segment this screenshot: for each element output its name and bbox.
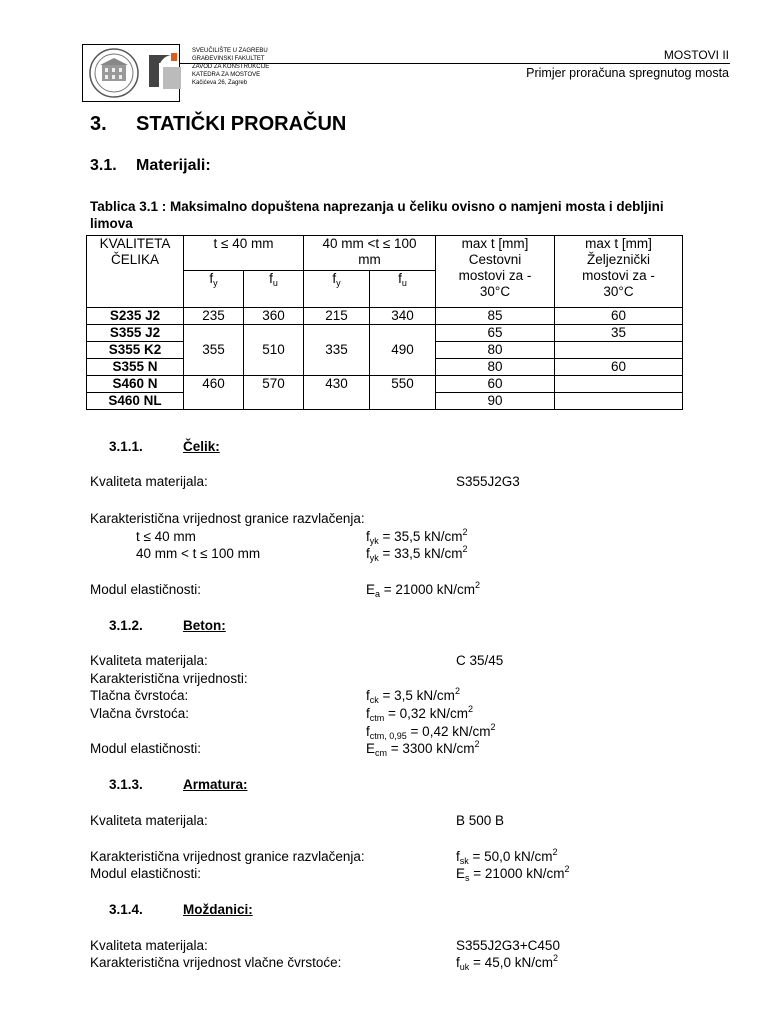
institution-line: ZAVOD ZA KONSTRUKCIJE [192,64,270,70]
value-cell: 360 [244,308,304,325]
header-road-max-t: max t [mm] Cestovni mostovi za - 30°C [436,236,555,308]
steel-case1-label: t ≤ 40 mm [136,529,196,544]
header-rail-max-t: max t [mm] Željeznički mostovi za - 30°C [555,236,683,308]
steel-case1-value: $f_{yk} = 35,5$ $kN/cm^2$ [366,527,468,546]
concrete-tens-value: $f_{ctm} = 0,32$ $kN/cm^2$ [366,704,473,723]
steel-modulus-value: $E_a = 21000$ $kN/cm^2$ [366,580,480,599]
section-heading [90,113,346,136]
concrete-modulus-label: Modul elastičnosti: [90,741,202,756]
grade-cell: S235 J2 [87,308,184,325]
subsection-heading [90,157,211,175]
concrete-tens95-value: $f_{ctm, 0,95} = 0,42$ $kN/cm^2$ [366,722,496,741]
section-number: 3. [90,113,107,135]
header-group2: 40 mm <t ≤ 100 mm [304,236,436,271]
grade-cell: S460 NL [87,393,184,410]
value-cell: 60 [555,308,683,325]
steel-case2-label: 40 mm < t ≤ 100 mm [136,546,261,561]
value-cell: 85 [436,308,555,325]
value-cell: 80 [436,342,555,359]
value-cell: 460 [184,376,244,410]
concrete-comp-value: $f_{ck} = 3,5$ $kN/cm^2$ [366,686,460,705]
concrete-quality-value: C 35/45 [456,653,504,668]
rebar-quality-label: Kvaliteta materijala: [90,813,208,828]
steel-stress-table [86,235,683,410]
rebar-yield-value: $f_{sk} = 50,0$ $kN/cm^2$ [456,847,558,866]
studs-heading: 3.1.4. Moždanici: [109,902,253,917]
value-cell: 60 [436,376,555,393]
table-caption: Tablica 3.1 : Maksimalno dopuštena naprezanja u čeliku ovisno o namjeni mosta i debljini limova [90,199,664,231]
subsection-number: 3.1. [90,157,117,174]
steel-modulus-label: Modul elastičnosti: [90,582,202,597]
value-cell [555,376,683,393]
value-cell: 235 [184,308,244,325]
steel-heading: 3.1.1. Čelik: [109,439,220,454]
steel-quality-label: Kvaliteta materijala: [90,474,208,489]
value-cell: 490 [370,325,436,376]
concrete-quality-label: Kvaliteta materijala: [90,653,208,668]
rebar-quality-value: B 500 B [456,813,505,828]
document-subtitle: Primjer proračuna spregnutog mosta [526,66,729,80]
institution-line: KATEDRA ZA MOSTOVE [192,72,261,78]
steel-quality-value: S355J2G3 [456,474,520,489]
value-cell: 60 [555,359,683,376]
concrete-heading: 3.1.2. Beton: [109,618,226,633]
table-row [87,376,683,393]
value-cell: 65 [436,325,555,342]
studs-quality-value: S355J2G3+C450 [456,938,560,953]
rebar-heading: 3.1.3. Armatura: [109,777,248,792]
steel-case2-value: $f_{yk} = 33,5$ $kN/cm^2$ [366,544,468,563]
concrete-comp-label: Tlačna čvrstoća: [90,688,189,703]
header-fy: $f_y$ [304,271,370,308]
institution-line: GRAĐEVINSKI FAKULTET [192,56,265,62]
studs-tens-label: Karakteristična vrijednost vlačne čvrstoće: [90,955,342,970]
value-cell: 355 [184,325,244,376]
header-group1: t ≤ 40 mm [184,236,304,271]
table-row [87,308,683,325]
steel-yield-label: Karakteristična vrijednost granice razvlačenja: [90,511,365,526]
value-cell: 335 [304,325,370,376]
subsection-title: Materijali: [136,157,211,174]
concrete-modulus-value: $E_{cm} = 3300$ $kN/cm^2$ [366,739,480,758]
section-title: STATIČKI PRORAČUN [136,113,347,135]
value-cell: 550 [370,376,436,410]
value-cell: 430 [304,376,370,410]
concrete-char-label: Karakteristična vrijednosti: [90,671,248,686]
grade-cell: S355 K2 [87,342,184,359]
header-quality: KVALITETA ČELIKA [87,236,184,308]
institution-text [192,47,287,87]
studs-tens-value: $f_{uk} = 45,0$ $kN/cm^2$ [456,953,558,972]
value-cell: 215 [304,308,370,325]
concrete-tens-label: Vlačna čvrstoća: [90,706,190,721]
value-cell: 35 [555,325,683,342]
value-cell: 570 [244,376,304,410]
faculty-logo-icon [145,49,185,95]
rebar-yield-label: Karakteristična vrijednost granice razvlačenja: [90,849,365,864]
value-cell: 340 [370,308,436,325]
header-fy: $f_y$ [184,271,244,308]
grade-cell: S355 N [87,359,184,376]
studs-quality-label: Kvaliteta materijala: [90,938,208,953]
value-cell [555,393,683,410]
grade-cell: S355 J2 [87,325,184,342]
header-fu: $f_u$ [244,271,304,308]
rebar-modulus-label: Modul elastičnosti: [90,866,202,881]
table-row [87,325,683,342]
value-cell: 90 [436,393,555,410]
institution-line: SVEUČILIŠTE U ZAGREBU [192,48,268,54]
institution-line: Kačićeva 26, Zagreb [192,80,248,86]
header-fu: $f_u$ [370,271,436,308]
value-cell: 510 [244,325,304,376]
course-title: MOSTOVI II [663,48,729,62]
value-cell: 80 [436,359,555,376]
value-cell [555,342,683,359]
rebar-modulus-value: $E_s = 21000$ $kN/cm^2$ [456,864,570,883]
university-seal-icon [86,47,142,99]
grade-cell: S460 N [87,376,184,393]
